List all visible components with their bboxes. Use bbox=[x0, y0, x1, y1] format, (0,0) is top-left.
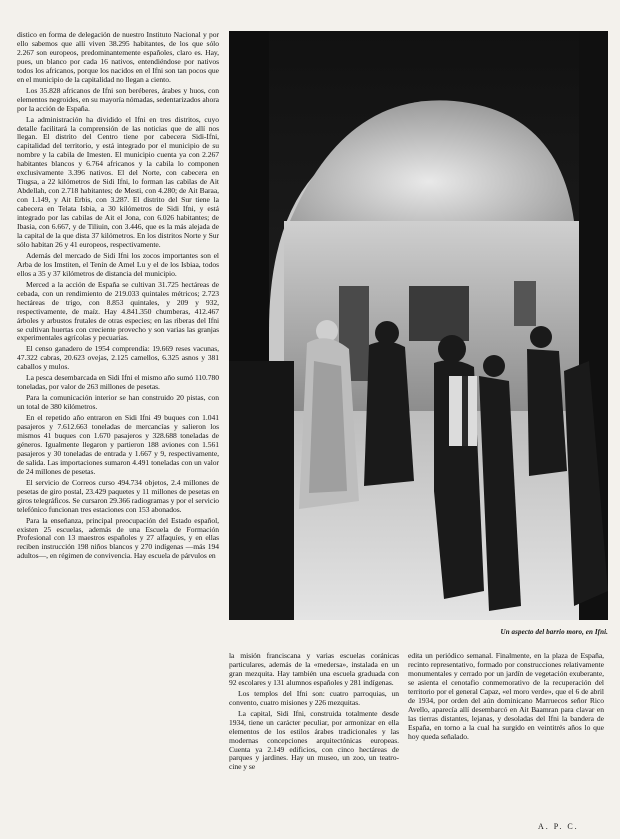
article-paragraph: Merced a la acción de España se cultivan 31.725 hectáreas de cebada, con un rendimiento de 219.033 quintales métricos; 2.723 hectáreas de trigo, con 8.853 quintales, y 209 y 932, respectivamente, de maíz. Hay 4.841.350 chumberas, 412.467 árboles y arbustos frutales de otras especies; en las riberas del Ifni se cultivan huertas con creciente provecho y son varias las granjas experimentales agrícolas y pecuarias. bbox=[17, 279, 219, 343]
article-paragraph: El servicio de Correos curso 494.734 objetos, 2.4 millones de pesetas de giro postal, 23.429 paquetes y 11 millones de pesetas en giros telegráficos. Se cursaron 29.366 radiogramas y por el servicio telefónico funcionan tres estaciones con 153 abonados. bbox=[17, 477, 219, 514]
article-paragraph: edita un periódico semanal. Finalmente, en la plaza de España, recinto representativo, formado por construcciones relativamente monumentales y cerrado por un jardín de vegetación exuberante, se asienta el cenotafio conmemorativo de la recuperación del territorio por el general Capaz, «el moro verde», que el 6 de abril de 1934, por orden del aún dominicano Marruecos señor Rico Avello, aparecía allí desembarcó en Ait Baamran para clavar en las tierras distantes, lejanas, y desoladas del Ifni la bandera de España, en torno a la cual ha surgido en veintitrés años lo que hoy queda señalado. bbox=[408, 652, 604, 741]
article-paragraph: Para la enseñanza, principal preocupación del Estado español, existen 25 escuelas, además de una Escuela de Formación Profesional con 13 maestros españoles y 27 alfaquíes, y en ellas reciben instrucción 198 niños blancos y 270 indígenas —más 194 adultos—, en régimen de convivencia. Hay escuela de párvulos en bbox=[17, 515, 219, 561]
article-paragraph: distico en forma de delegación de nuestro Instituto Nacional y por ello sabemos que allí viven 38.295 habitantes, de los que sólo 2.267 son europeos, predominantemente españoles, claro es. Hay, pues, un blanco por cada 16 nativos, entendiéndose por nativos todos los africanos, porque los nacidos en el Ifni son tan pocos que en el municipio de la capitalidad no llegan a ciento. bbox=[17, 31, 219, 84]
author-signature: A. P. C. bbox=[538, 822, 579, 831]
photo-image bbox=[229, 31, 608, 620]
article-paragraph: La capital, Sidi Ifni, construida totalmente desde 1934, tiene un carácter peculiar, por armonizar en ella elementos de los estilos árabes tradicionales y las modernas concepciones arquitectónicas europeas. Cuenta ya 2.149 edificios, con cinco hectáreas de parques y jardines. Hay un museo, un zoo, un teatro-cine y se bbox=[229, 708, 399, 772]
article-paragraph: En el repetido año entraron en Sidi Ifni 49 buques con 1.041 pasajeros y 7.612.663 toneladas de mercancías y salieron los mismos 41 buques con 1.670 pasajeros y 328.688 toneladas de géneros. Igualmente llegaron y partieron 188 aviones con 1.561 pasajeros y 30 toneladas de entrada y 1.667 y 9, respectivamente, de salida. Las importaciones sumaron 4.491 toneladas con un valor de 24 millones de pesetas. bbox=[17, 413, 219, 476]
article-paragraph: El censo ganadero de 1954 comprendía: 19.669 reses vacunas, 47.322 cabras, 20.623 ovejas, 2.125 camellos, 6.325 asnos y 381 caballos y mulos. bbox=[17, 344, 219, 372]
photo-caption: Un aspecto del barrio moro, en Ifni. bbox=[500, 628, 608, 636]
left-text-column bbox=[17, 31, 219, 826]
article-paragraph: la misión franciscana y varias escuelas coránicas particulares, además de la «medersa», instalada en un gran mezquita. Hay también una escuela graduada con 92 escolares y 131 alumnos españoles y 281 indígenas. bbox=[229, 652, 399, 687]
article-paragraph: Además del mercado de Sidi Ifni los zocos importantes son el Arba de los Imstiten, el Tenín de Amel Lu y el de los Isbiaa, todos ellos a 35 y 37 kilómetros de distancia del municipio. bbox=[17, 250, 219, 278]
photo-moorish-quarter bbox=[229, 31, 608, 620]
article-paragraph: La administración ha dividido el Ifni en tres distritos, cuyo detalle facilitará la comprensión de las noticias que de allí nos llegan. El distrito del Centro tiene por cabecera Sidi-Ifni, capitalidad del territorio, y está integrado por el municipio de su nombre y la cabila de Imesten. El municipio cuenta ya con 2.267 habitantes blancos y 6.764 africanos y la cabila lo componen exclusivamente 3.396 nativos. El del Norte, con cabecera en Tiugsa, a 22 kilómetros de Sidi Ifni, lo forman las cabilas de Ait Abdellah, con 2.718 habitantes; de Mesti, con 4.280; de Ait Baraa, con 1.149, y Ait Erbis, con 3.287. El distrito del Sur tiene la cabecera en Telata Isbia, a 30 kilómetros de Sidi Ifni, y está integrado por las cabilas de Ait el Jona, con 6.026 habitantes; de Ibasia, con 6.667, y de Tiliuin, con 3.446, que es la más alejada de la capital de la que dista 37 kilómetros. En los distritos Norte y Sur sólo habitan 26 y 41 europeos, respectivamente. bbox=[17, 114, 219, 249]
right-text-column bbox=[408, 652, 604, 832]
middle-text-column bbox=[229, 652, 399, 832]
article-paragraph: Los templos del Ifni son: cuatro parroquias, un convento, cuatro misiones y 226 mezquitas. bbox=[229, 688, 399, 707]
article-paragraph: Los 35.828 africanos de Ifni son beréberes, árabes y huos, con elementos negroides, en su mayoría nómadas, sedentarizados ahora por la acción de España. bbox=[17, 85, 219, 113]
article-paragraph: La pesca desembarcada en Sidi Ifni el mismo año sumó 110.780 toneladas, por valor de 263 millones de pesetas. bbox=[17, 373, 219, 392]
article-paragraph: Para la comunicación interior se han construido 20 pistas, con un total de 380 kilómetros. bbox=[17, 393, 219, 412]
